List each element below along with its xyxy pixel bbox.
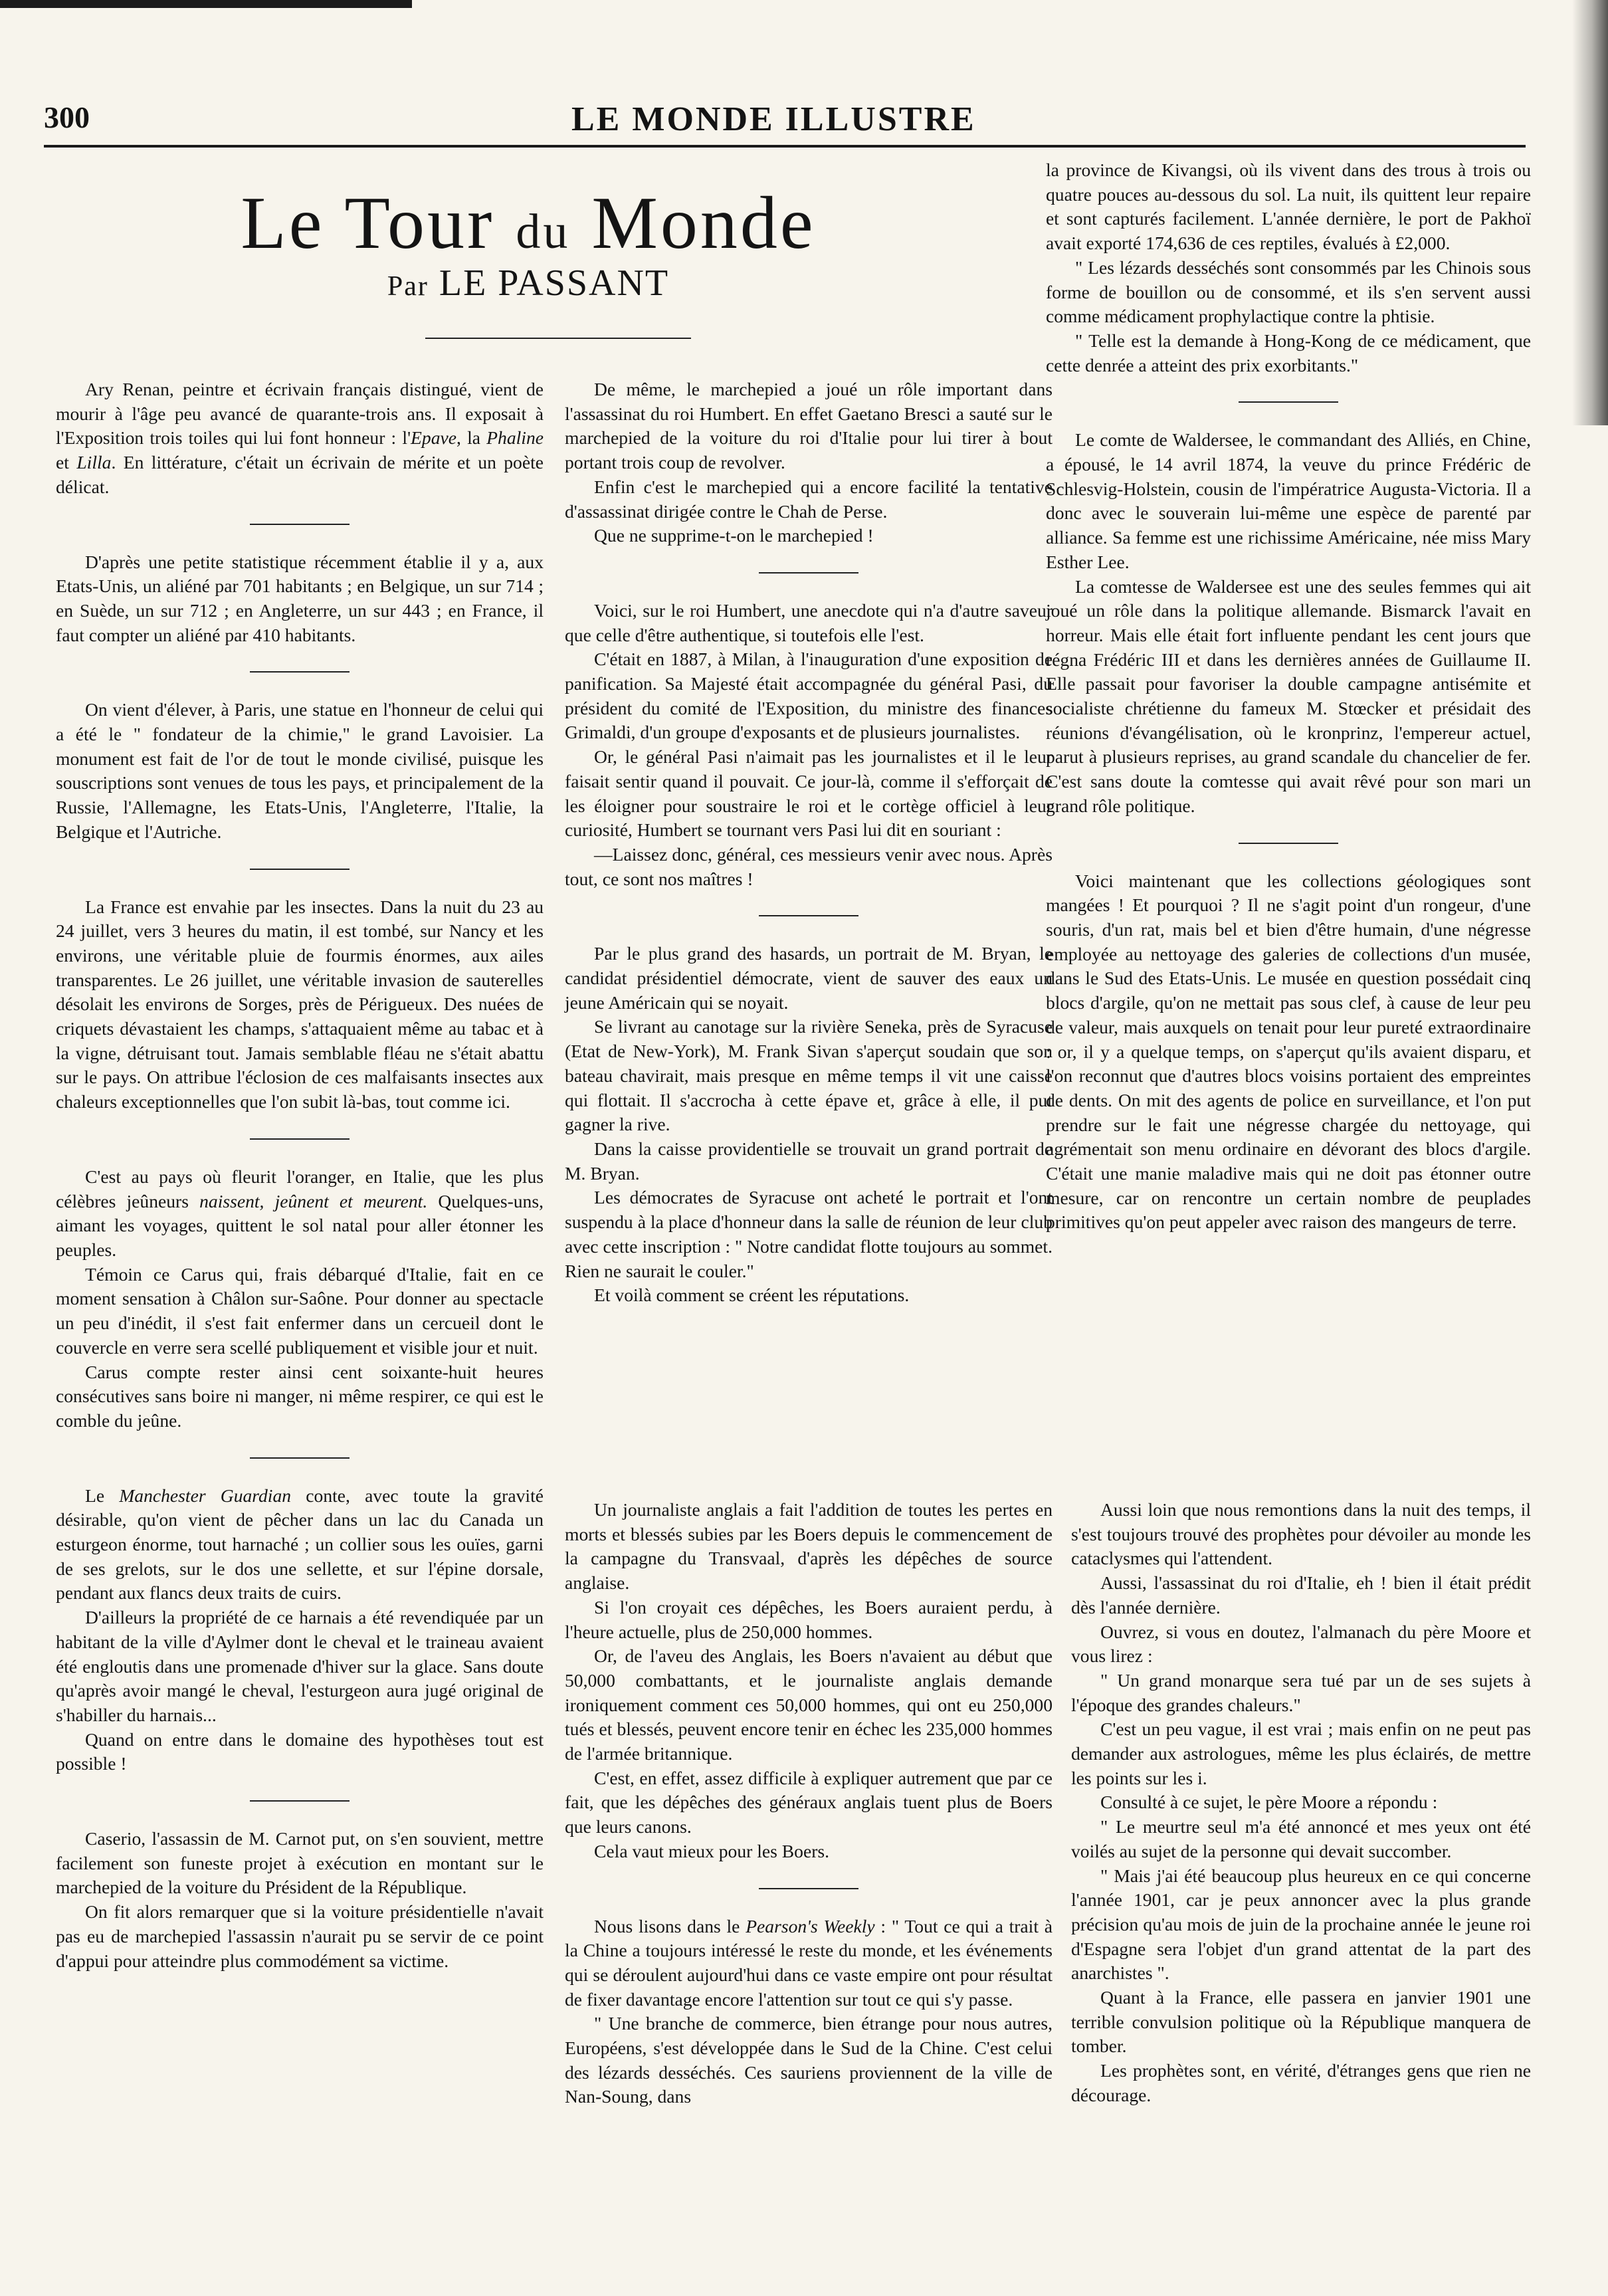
section-separator	[250, 1138, 350, 1140]
paragraph: Par le plus grand des hasards, un portrait de M. Bryan, le candidat présidentiel démocrate, vient de sauver des eaux un jeune Américain qui se noyait.	[565, 943, 1053, 1013]
paragraph: " Le meurtre seul m'a été annoncé et mes yeux ont été voilés au sujet de la personne qui devait succomber.	[1071, 1816, 1531, 1861]
paragraph: Or, de l'aveu des Anglais, les Boers n'avaient au début que 50,000 combattants, et le journaliste anglais demande ironiquement comment ces 50,000 hommes, qui ont eu 250,000 tués et blessés, peuvent encore tenir en échec les 235,000 hommes de l'armée britannique.	[565, 1645, 1053, 1764]
section-separator	[759, 572, 858, 574]
paragraph: Consulté à ce sujet, le père Moore a répondu :	[1100, 1792, 1438, 1813]
paragraph: Voici maintenant que les collections géologiques sont mangées ! Et pourquoi ? Il ne s'agit point d'un rongeur, d'une souris, d'un rat, mais bel et bien d'être humain, d'une négresse employée au nettoyage des galeries de collections d'un musée, dans le Sud des Etats-Unis. Le musée en question possédait cinq blocs d'argile, qu'on ne mettait pas sous clef, à cause de leur peu de valeur, mais auxquels on tenait pour leur pureté extraordinaire : or, il y a quelque temps, on s'aperçut qu'ils avaient disparu, et l'on reconnut que d'autres blocs voisins portaient des empreintes de dents. On mit des agents de police en surveillance, et l'on put prendre sur le fait une négresse chargée du nettoyage, qui agrémentait son menu ordinaire en dévorant des blocs d'argile. C'était une manie maladive mais qui ne doit pas étonner outre mesure, car on rencontre un certain nombre de peuplades primitives qu'on peut appeler avec raison des mangeurs de terre.	[1046, 870, 1531, 1233]
paragraph: Que ne supprime-t-on le marchepied !	[594, 525, 874, 546]
article-byline	[106, 264, 950, 302]
column-3-lower	[1071, 1498, 1531, 2108]
paragraph: On vient d'élever, à Paris, une statue en l'honneur de celui qui a été le " fondateur de la chimie," le grand Lavoisier. La monument est fait de l'or de tout le monde civilisé, puisque les souscriptions sont venues de tous les pays, et principalement de la Russie, l'Allemagne, les Etats-Unis, l'Angleterre, l'Italie, la Belgique et l'Autriche.	[56, 699, 544, 842]
paragraph: la province de Kivangsi, où ils vivent dans des trous à trois ou quatre pouces au-dessous du sol. La nuit, ils quittent leur repaire et sont capturés facilement. L'année dernière, le port de Pakhoï avait exporté 174,636 de ces reptiles, évalués à £2,000.	[1046, 159, 1531, 254]
paragraph: " Mais j'ai été beaucoup plus heureux en ce qui concerne l'année 1901, car je peux annoncer avec la plus grande précision qu'au mois de juin de la prochaine année le jeune roi d'Espagne sera l'objet d'un grand attentat de la part des anarchistes ".	[1071, 1865, 1531, 1984]
column-3-upper	[1046, 158, 1531, 1235]
paragraph: Les démocrates de Syracuse ont acheté le portrait et l'ont suspendu à la place d'honneur dans la salle de réunion de leur club avec cette inscription : " Notre candidat flotte toujours au sommet. Rien ne saurait le couler."	[565, 1187, 1053, 1281]
byline-par: Par	[387, 271, 429, 302]
paragraph: Caserio, l'assassin de M. Carnot put, on s'en souvient, mettre facilement son funeste projet à exécution en montant sur le marchepied de la voiture du Président de la République.	[56, 1828, 544, 1898]
top-edge-rule	[0, 0, 412, 8]
page-edge-shadow	[1572, 0, 1608, 425]
paragraph: D'après une petite statistique récemment établie il y a, aux Etats-Unis, un aliéné par 701 habitants ; en Belgique, un sur 714 ; en Suède, un sur 712 ; en Angleterre, un sur 443 ; en France, il faut compter un aliéné par 410 habitants.	[56, 551, 544, 645]
header-rule	[44, 145, 1526, 148]
paragraph: Se livrant au canotage sur la rivière Seneka, près de Syracuse (Etat de New-York), M. Frank Sivan s'aperçut soudain que son bateau chavirait, mais presque en même temps il vit une caisse qui flottait. Il s'accrocha à cette épave et, grâce à elle, il put gagner la rive.	[565, 1016, 1053, 1135]
paragraph: Témoin ce Carus qui, frais débarqué d'Italie, fait en ce moment sensation à Châlon sur-Saône. Pour donner au spectacle un peu d'inédit, il s'est fait enfermer dans un cercueil dont le couvercle en verre sera scellé publiquement et visible jour et nuit.	[56, 1263, 544, 1358]
title-word-monde: Monde	[591, 182, 816, 264]
column-1	[56, 377, 544, 1973]
title-word-du: du	[516, 205, 571, 259]
section-separator	[250, 1800, 350, 1802]
journal-title: LE MONDE ILLUSTRE	[571, 100, 976, 138]
paragraph: Aussi, l'assassinat du roi d'Italie, eh ! bien il était prédit dès l'année dernière.	[1071, 1572, 1531, 1618]
paragraph: On fit alors remarquer que si la voiture présidentielle n'avait pas eu de marchepied l'assassin n'aurait pu se servir de ce point d'appui pour atteindre plus commodément sa victime.	[56, 1901, 544, 1971]
byline-author: LE PASSANT	[439, 262, 670, 304]
paragraph: —Laissez donc, général, ces messieurs venir avec nous. Après tout, ce sont nos maîtres !	[565, 843, 1053, 889]
paragraph: Or, le général Pasi n'aimait pas les journalistes et il le leur faisait sentir quand il pouvait. Ce jour-là, comme il s'efforçait de les éloigner pour soustraire le roi et le cortège officiel à leur curiosité, Humbert se tournant vers Pasi lui dit en souriant :	[565, 746, 1053, 841]
paragraph: Nous lisons dans le Pearson's Weekly : " Tout ce qui a trait à la Chine a toujours intéressé le reste du monde, et les événements qui se déroulent aujourd'hui dans ce vaste empire ont pour résultat de fixer davantage encore l'attention sur tout ce qui s'y passe.	[565, 1915, 1053, 2010]
paragraph: " Un grand monarque sera tué par un de ses sujets à l'époque des grandes chaleurs."	[1071, 1669, 1531, 1715]
section-separator	[250, 524, 350, 525]
paragraph: Cela vaut mieux pour les Boers.	[594, 1840, 830, 1861]
paragraph: C'est au pays où fleurit l'oranger, en Italie, que les plus célèbres jeûneurs naissent, jeûnent et meurent. Quelques-uns, aimant les voyages, quittent le sol natal pour aller étonner les peuples.	[56, 1166, 544, 1260]
paragraph: Si l'on croyait ces dépêches, les Boers auraient perdu, à l'heure actuelle, plus de 250,000 hommes.	[565, 1596, 1053, 1642]
title-word-tour: Tour	[344, 182, 495, 264]
page-number: 300	[44, 100, 90, 134]
column-2-lower	[565, 1498, 1053, 2109]
paragraph: La France est envahie par les insectes. Dans la nuit du 23 au 24 juillet, vers 3 heures du matin, il est tombé, sur Nancy et les environs, une véritable pluie de fourmis énormes, aux ailes transparentes. Le 26 juillet, une véritable invasion de sauterelles désolait les environs de Sorges, près de Périgueux. Des nuées de criquets dévastaient les champs, s'attaquaient même au tabac et à la vigne, détruisant tout. Jamais semblable fléau ne s'était abattu sur le pays. On attribue l'éclosion de ces malfaisants insectes aux chaleurs exceptionnelles que l'on subit là-bas, tout comme ici.	[56, 896, 544, 1112]
paragraph: C'était en 1887, à Milan, à l'inauguration d'une exposition de panification. Sa Majesté était accompagnée du général Pasi, du président du comité de l'Exposition, du ministre des finances Grimaldi, d'un groupe d'exposants et de plusieurs journalistes.	[565, 649, 1053, 743]
paragraph: " Telle est la demande à Hong-Kong de ce médicament, que cette denrée a atteint des prix exorbitants."	[1046, 330, 1531, 375]
paragraph: C'est, en effet, assez difficile à expliquer autrement que par ce fait, que les dépêches des généraux anglais tuent plus de Boers que leurs canons.	[565, 1767, 1053, 1837]
article-title	[106, 182, 950, 264]
paragraph: Aussi loin que nous remontions dans la nuit des temps, il s'est toujours trouvé des prophètes pour dévoiler au monde les cataclysmes qui l'attendent.	[1071, 1499, 1531, 1569]
section-separator	[250, 869, 350, 870]
paragraph: Un journaliste anglais a fait l'addition de toutes les pertes en morts et blessés subies par les Boers depuis le commencement de la campagne du Transvaal, d'après les dépêches de source anglaise.	[565, 1499, 1053, 1594]
column-2-upper	[565, 377, 1053, 1308]
paragraph: Quant à la France, elle passera en janvier 1901 une terrible convulsion politique où la République manquera de tomber.	[1071, 1987, 1531, 2057]
paragraph: Le Manchester Guardian conte, avec toute la gravité désirable, qu'on vient de pêcher dans un lac du Canada un esturgeon énorme, tout harnaché ; un collier sous les ouïes, garni de ses grelots, sur le dos une sellette, et sur l'épine dorsale, pendant aux flancs deux traits de cuirs.	[56, 1485, 544, 1604]
section-separator	[1239, 401, 1338, 403]
paragraph: La comtesse de Waldersee est une des seules femmes qui ait joué un rôle dans la politique allemande. Bismarck l'avait en horreur. Mais elle était fort influente pendant les cent jours que régna Frédéric III et dans les dernières années de Guillaume II. Elle passait pour favoriser la double campagne antisémite et socialiste chrétienne du fameux M. Stœcker et présidait des réunions d'évangélisation, où le kronprinz, l'empereur actuel, parut à plusieurs reprises, au grand scandale du chancelier de fer. C'est sans doute la comtesse qui avait rêvé pour son mari un grand rôle politique.	[1046, 575, 1531, 816]
paragraph: " Une branche de commerce, bien étrange pour nous autres, Européens, s'est développée dans le Sud de la Chine. C'est celui des lézards desséchés. Ces sauriens proviennent de la ville de Nan-Soung, dans	[565, 2013, 1053, 2107]
paragraph: Enfin c'est le marchepied qui a encore facilité la tentative d'assassinat dirigée contre le Chah de Perse.	[565, 476, 1053, 522]
paragraph: Quand on entre dans le domaine des hypothèses tout est possible !	[56, 1728, 544, 1774]
paragraph: Ary Renan, peintre et écrivain français distingué, vient de mourir à l'âge peu avancé de quarante-trois ans. Il exposait à l'Exposition trois toiles qui lui font honneur : l'Epave, la Phaline et Lilla. En littérature, c'était un écrivain de mérite et un poète délicat.	[56, 379, 544, 497]
title-word-le: Le	[241, 182, 325, 264]
paragraph: Dans la caisse providentielle se trouvait un grand portrait de M. Bryan.	[565, 1138, 1053, 1184]
section-separator	[759, 1888, 858, 1889]
paragraph: Ouvrez, si vous en doutez, l'almanach du père Moore et vous lirez :	[1071, 1621, 1531, 1667]
paragraph: C'est un peu vague, il est vrai ; mais enfin on ne peut pas demander aux astrologues, même les plus éclairés, de mettre les points sur les i.	[1071, 1719, 1531, 1788]
paragraph: Les prophètes sont, en vérité, d'étranges gens que rien ne décourage.	[1071, 2060, 1531, 2105]
paragraph: Le comte de Waldersee, le commandant des Alliés, en Chine, a épousé, le 14 avril 1874, la veuve du prince Frédéric de Schlesvig-Holstein, cousin de l'impératrice Augusta-Victoria. Il a donc avec le souverain lui-même une espèce de parenté par alliance. Sa femme est une richissime Américaine, née miss Mary Esther Lee.	[1046, 429, 1531, 572]
paragraph: " Les lézards desséchés sont consommés par les Chinois sous forme de bouillon ou de consommé, et ils s'en servent aussi comme médicament prophylactique contre la phtisie.	[1046, 257, 1531, 327]
section-separator	[250, 671, 350, 673]
section-separator	[759, 915, 858, 916]
paragraph: De même, le marchepied a joué un rôle important dans l'assassinat du roi Humbert. En effet Gaetano Bresci a sauté sur le marchepied de la voiture du roi d'Italie pour lui tirer à bout portant trois coup de revolver.	[565, 379, 1053, 473]
paragraph: Et voilà comment se créent les réputations.	[594, 1285, 910, 1306]
section-separator	[250, 1457, 350, 1459]
paragraph: Carus compte rester ainsi cent soixante-huit heures consécutives sans boire ni manger, ni même respirer, ce qui est le comble du jeûne.	[56, 1361, 544, 1431]
title-rule	[425, 338, 691, 339]
paragraph: Voici, sur le roi Humbert, une anecdote qui n'a d'autre saveur que celle d'être authentique, si toutefois elle l'est.	[565, 599, 1053, 645]
section-separator	[1239, 843, 1338, 844]
paragraph: D'ailleurs la propriété de ce harnais a été revendiquée par un habitant de la ville d'Aylmer dont le cheval et le traineau avaient été engloutis dans une promenade d'hiver sur la glace. Sans doute qu'après avoir mangé le cheval, l'esturgeon aura jugé original de s'habiller du harnais...	[56, 1607, 544, 1725]
